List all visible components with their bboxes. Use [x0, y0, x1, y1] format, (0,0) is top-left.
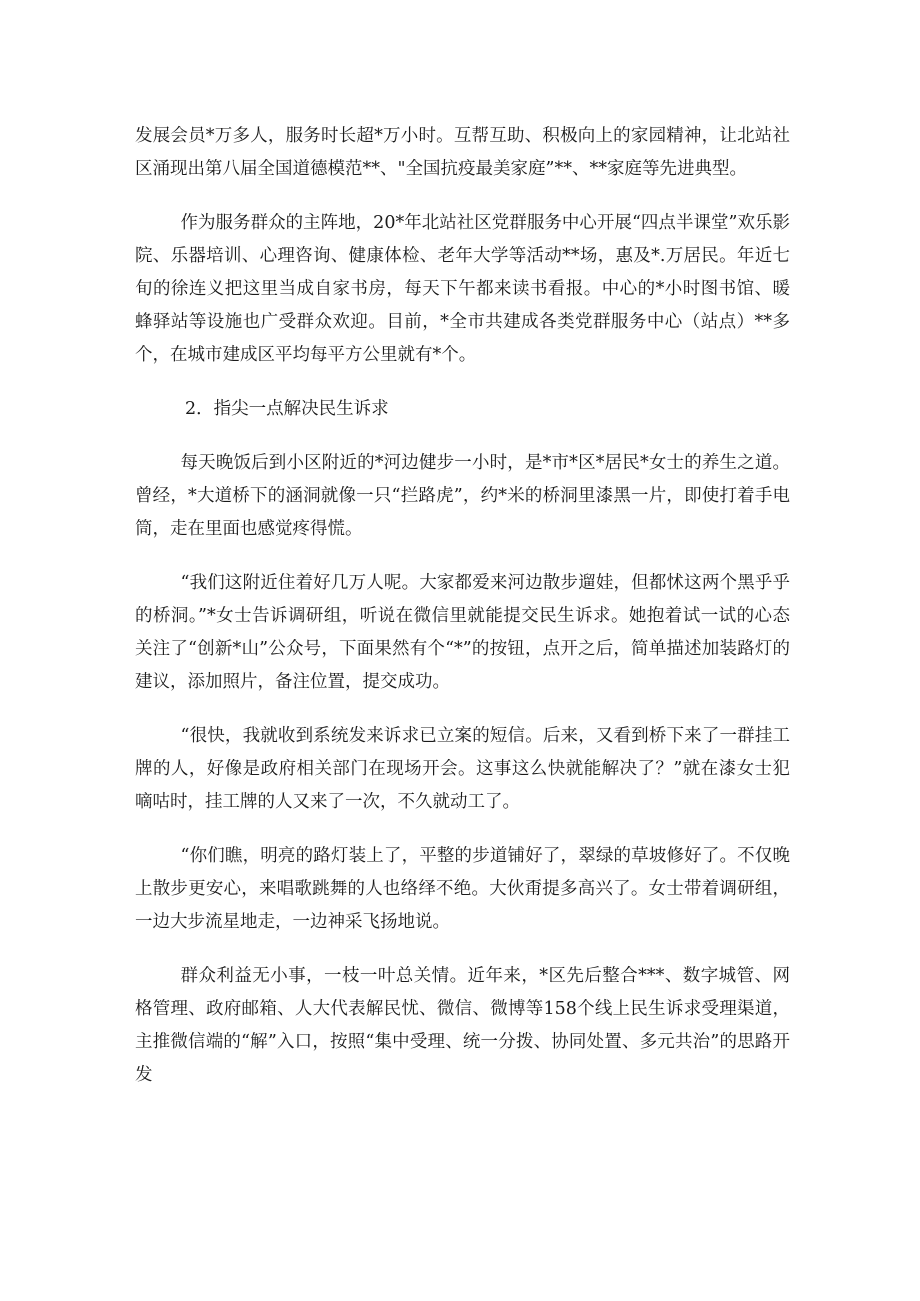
paragraph-community-models: 发展会员*万多人，服务时长超*万小时。互帮互助、积极向上的家园精神，让北站社区涌现出第八届全国道德模范**、"全国抗疫最美家庭”**、**家庭等先进典型。: [135, 126, 790, 179]
paragraph-wechat-request: “我们这附近住着好几万人呢。大家都爱来河边散步遛娃，但都怵这两个黑乎乎的桥洞。”*女士告诉调研组，听说在微信里就能提交民生诉求。她抱着试一试的心态关注了“创新*山”公众号，下面果然有个“*”的按钮，点开之后，简单描述加装路灯的建议，添加照片，备注位置，提交成功。: [135, 573, 790, 692]
paragraph-quick-response: “很快，我就收到系统发来诉求已立案的短信。后来，又看到桥下来了一群挂工牌的人，好像是政府相关部门在现场开会。这事这么快就能解决了？”就在漆女士犯嘀咕时，挂工牌的人又来了一次，不久就动工了。: [135, 726, 790, 812]
paragraph-service-center: 作为服务群众的主阵地，20*年北站社区党群服务中心开展“四点半课堂”欢乐影院、乐器培训、心理咨询、健康体检、老年大学等活动**场，惠及*.万居民。年近七旬的徐连义把这里当成自家书房，每天下午都来读书看报。中心的*小时图书馆、暖蜂驿站等设施也广受群众欢迎。目前，*全市共建成各类党群服务中心（站点）**多个，在城市建成区平均每平方公里就有*个。: [135, 213, 790, 365]
paragraph-channels: 群众利益无小事，一枝一叶总关情。近年来，*区先后整合***、数字城管、网格管理、政府邮箱、人大代表解民忧、微信、微博等158个线上民生诉求受理渠道，主推微信端的“解”入口，按照“集中受理、统一分拨、协同处置、多元共治”的思路开发: [135, 966, 790, 1085]
paragraph-street-lights: “你们瞧，明亮的路灯装上了，平整的步道铺好了，翠绿的草坡修好了。不仅晚上散步更安心，来唱歌跳舞的人也络绎不绝。大伙甭提多高兴了。女士带着调研组，一边大步流星地走，一边神采飞扬地说。: [135, 846, 790, 932]
section-heading: 2．指尖一点解决民生诉求: [185, 399, 389, 419]
paragraph-evening-walk: 每天晚饭后到小区附近的*河边健步一小时，是*市*区*居民*女士的养生之道。曾经，*大道桥下的涵洞就像一只“拦路虎”，约*米的桥洞里漆黑一片，即使打着手电筒，走在里面也感觉疼得慌。: [135, 453, 790, 539]
document-page: [135, 120, 790, 1113]
